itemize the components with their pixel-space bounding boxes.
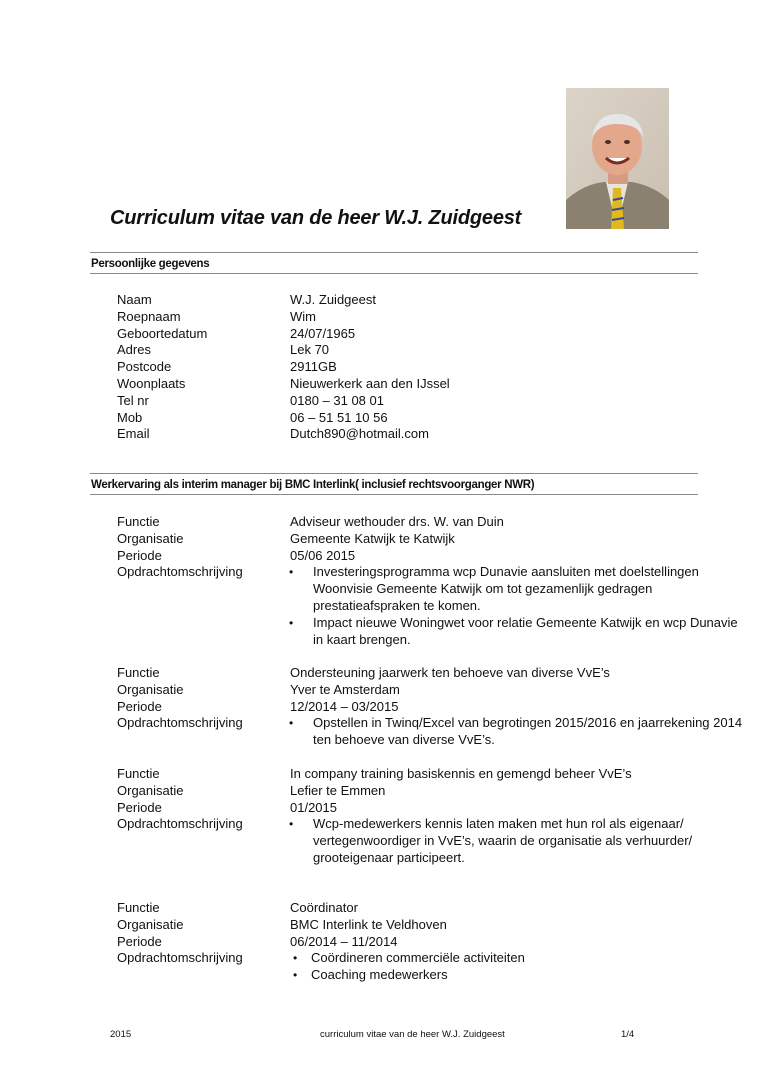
bullet-icon: • [289,565,294,580]
job-field-row [0,665,768,682]
job-field-label: Opdrachtomschrijving [117,715,243,731]
field-row [0,376,768,393]
job-field-label: Organisatie [117,916,184,932]
job-field-row [0,548,768,565]
job-field-row [0,917,768,934]
job-organisation: Yver te Amsterdam [290,681,400,697]
field-row [0,393,768,410]
field-row [0,426,768,443]
bullet-icon: • [293,968,298,983]
bullet-text: vertegenwoordiger in VvE’s, waarin de organisatie als verhuurder/ [313,833,693,849]
job-field-row [0,900,768,917]
field-label: Tel nr [117,392,149,408]
job-field-label: Organisatie [117,530,184,546]
field-value: 24/07/1965 [290,325,356,341]
footer-page-number: 1/4 [621,1029,635,1040]
job-field-row [0,682,768,699]
footer-year: 2015 [110,1029,132,1040]
job-function: Coördinator [290,900,358,915]
field-row [0,359,768,376]
field-row [0,326,768,343]
job-field-label: Periode [117,799,162,815]
job-field-row [0,934,768,951]
bullet-text: Wcp-medewerkers kennis laten maken met hun rol als eigenaar/ [313,816,684,832]
job-period: 12/2014 – 03/2015 [290,698,399,714]
section-rule-bottom [90,273,698,274]
job-field-label: Organisatie [117,681,184,697]
field-label: Mob [117,409,143,425]
bullet-text: Coördineren commerciële activiteiten [311,950,525,966]
field-value: Lek 70 [290,342,330,358]
bullet-text: ten behoeve van diverse VvE’s. [313,732,495,748]
job-field-label: Opdrachtomschrijving [117,564,243,580]
field-value: 2911GB [290,359,337,375]
job-field-label: Periode [117,698,162,714]
job-period: 05/06 2015 [290,547,356,563]
field-row [0,309,768,326]
field-value: 06 – 51 51 10 56 [290,409,388,425]
job-field-row [0,800,768,817]
section-heading-personal: Persoonlijke gegevens [91,258,210,270]
footer-title: curriculum vitae van de heer W.J. Zuidgeest [320,1029,505,1040]
job-field-label: Periode [117,933,162,949]
field-row [0,292,768,309]
job-field-label: Periode [117,547,162,563]
bullet-icon: • [289,716,294,731]
job-organisation: BMC Interlink te Veldhoven [290,916,447,932]
document-title: Curriculum vitae van de heer W.J. Zuidgeest [110,207,522,229]
field-label: Naam [117,292,152,307]
job-field-label: Functie [117,665,160,680]
field-label: Roepnaam [117,308,181,324]
field-label: Adres [117,342,151,358]
job-field-label: Organisatie [117,782,184,798]
field-label: Postcode [117,359,172,375]
field-label: Woonplaats [117,376,186,391]
field-value: W.J. Zuidgeest [290,292,376,307]
bullet-text: Coaching medewerkers [311,967,448,983]
section-rule-top [90,252,698,253]
job-field-row [0,783,768,800]
field-value: 0180 – 31 08 01 [290,392,384,408]
job-field-label: Functie [117,900,160,915]
job-field-row [0,699,768,716]
field-value: Wim [290,308,316,324]
section-rule-bottom [90,494,698,495]
field-label: Email [117,426,150,442]
job-field-label: Opdrachtomschrijving [117,816,243,832]
job-function: Ondersteuning jaarwerk ten behoeve van diverse VvE’s [290,665,610,680]
field-row [0,410,768,427]
section-rule-top [90,473,698,474]
bullet-text: grooteigenaar participeert. [313,850,465,865]
section-heading-work: Werkervaring als interim manager bij BMC Interlink( inclusief rechtsvoorganger NWR) [91,479,535,491]
job-field-label: Functie [117,766,160,781]
job-function: Adviseur wethouder drs. W. van Duin [290,514,504,529]
job-period: 06/2014 – 11/2014 [290,933,398,949]
job-organisation: Gemeente Katwijk te Katwijk [290,530,455,546]
bullet-text: Woonvisie Gemeente Katwijk om tot gezamenlijk gedragen [313,581,653,597]
bullet-icon: • [289,615,294,630]
job-field-label: Functie [117,514,160,529]
field-value: Dutch890@hotmail.com [290,426,429,442]
bullet-text: Opstellen in Twinq/Excel van begrotingen 2015/2016 en jaarrekening 2014 [313,715,743,731]
job-field-row [0,531,768,548]
bullet-text: Impact nieuwe Woningwet voor relatie Gemeente Katwijk en wcp Dunavie [313,614,738,630]
job-field-row [0,514,768,531]
job-period: 01/2015 [290,799,337,815]
bullet-text: Investeringsprogramma wcp Dunavie aansluiten met doelstellingen [313,564,699,580]
field-label: Geboortedatum [117,325,208,341]
field-row [0,342,768,359]
bullet-icon: • [293,951,298,966]
portrait-photo [566,88,669,229]
job-field-label: Opdrachtomschrijving [117,950,243,966]
bullet-text: prestatieafspraken te komen. [313,598,481,613]
field-value: Nieuwerkerk aan den IJssel [290,376,450,391]
job-function: In company training basiskennis en gemengd beheer VvE’s [290,766,632,781]
bullet-icon: • [289,817,294,832]
job-organisation: Lefier te Emmen [290,782,386,798]
bullet-text: in kaart brengen. [313,631,411,647]
job-field-row [0,766,768,783]
